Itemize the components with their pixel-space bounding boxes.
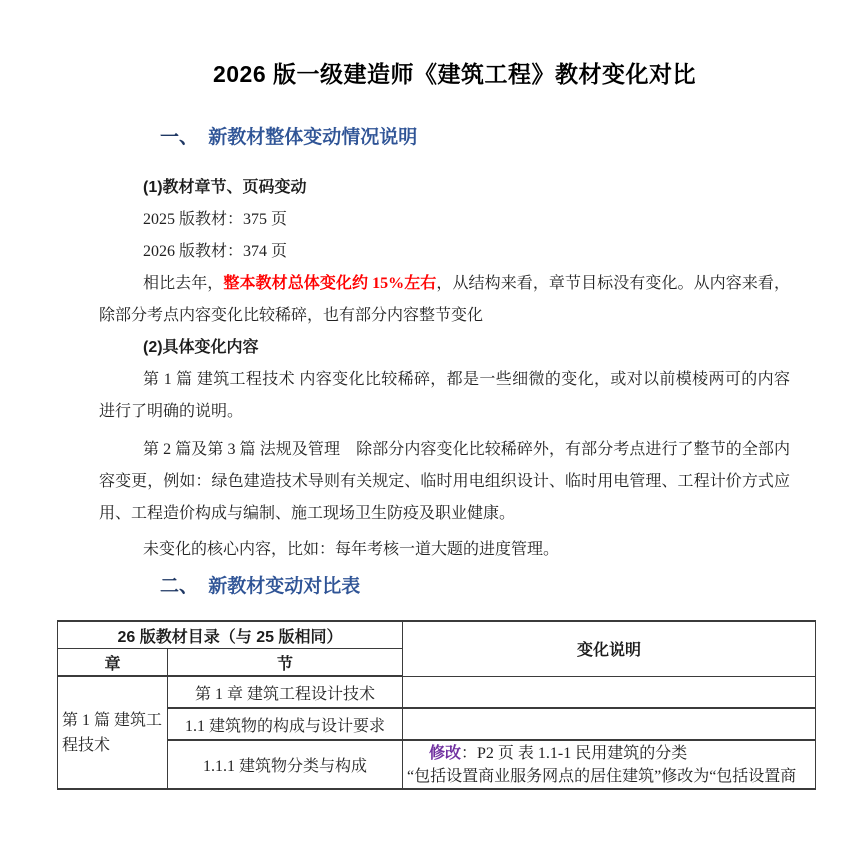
subheading-specific-changes: (2)具体变化内容 xyxy=(143,339,259,356)
overall-change-suffix: ，从结构来看，章节目标没有变化。从内容来看，除部分考点内容变化比较稀碎，也有部分内容整节变化 xyxy=(99,275,790,324)
subheading-chapter-page-change: (1)教材章节、页码变动 xyxy=(143,179,307,196)
modify-tag: 修改 xyxy=(429,745,462,762)
change-line-2: “包括设置商业服务网点的居住建筑”修改为“包括设置商 xyxy=(407,768,797,785)
overall-change-prefix: 相比去年， xyxy=(143,275,224,292)
table-row xyxy=(58,676,816,708)
paragraph-overall-change xyxy=(99,268,790,332)
header-section: 节 xyxy=(168,649,403,677)
table-header-row-1 xyxy=(58,621,816,649)
cell-change-3 xyxy=(403,740,816,789)
section-2-number: 二、 xyxy=(160,576,199,597)
table-row xyxy=(58,708,816,740)
cell-section-1-1: 1.1 建筑物的构成与设计要求 xyxy=(168,708,403,740)
cell-part-1: 第 1 篇 建筑工程技术 xyxy=(58,676,168,789)
section-2-title: 新教材变动对比表 xyxy=(208,576,361,597)
cell-change-2 xyxy=(403,708,816,740)
header-catalog: 26 版教材目录（与 25 版相同） xyxy=(58,621,403,649)
document-title: 2026 版一级建造师《建筑工程》教材变化对比 xyxy=(212,61,697,87)
modify-detail: ：P2 页 表 1.1-1 民用建筑的分类 xyxy=(461,745,688,762)
paragraph-2025-pages: 2025 版教材：375 页 xyxy=(143,211,288,228)
cell-chapter-1: 第 1 章 建筑工程设计技术 xyxy=(168,676,403,708)
section-1-number: 一、 xyxy=(160,127,199,148)
paragraph-2026-pages: 2026 版教材：374 页 xyxy=(143,243,288,260)
section-1-title: 新教材整体变动情况说明 xyxy=(208,127,418,148)
paragraph-unchanged-content: 未变化的核心内容，比如：每年考核一道大题的进度管理。 xyxy=(143,541,560,558)
paragraph-part1-changes: 第 1 篇 建筑工程技术 内容变化比较稀碎，都是一些细微的变化，或对以前模棱两可的内容进行了明确的说明。 xyxy=(99,371,790,420)
comparison-table xyxy=(57,620,816,790)
header-chapter: 章 xyxy=(58,649,168,677)
table-row xyxy=(58,740,816,789)
cell-change-1 xyxy=(403,676,816,708)
section-heading-1 xyxy=(160,121,790,155)
section-heading-2 xyxy=(160,570,790,604)
header-change-description: 变化说明 xyxy=(403,621,816,676)
overall-change-highlight: 整本教材总体变化约 15%左右 xyxy=(223,275,437,292)
paragraph-part2-part3-changes: 第 2 篇及第 3 篇 法规及管理 除部分内容变化比较稀碎外，有部分考点进行了整节的全部内容变更，例如：绿色建造技术导则有关规定、临时用电组织设计、临时用电管理、工程计价方式应用、工程造价构成与编制、施工现场卫生防疫及职业健康。 xyxy=(99,441,790,522)
cell-section-1-1-1: 1.1.1 建筑物分类与构成 xyxy=(168,740,403,789)
change-line-1 xyxy=(403,741,815,765)
